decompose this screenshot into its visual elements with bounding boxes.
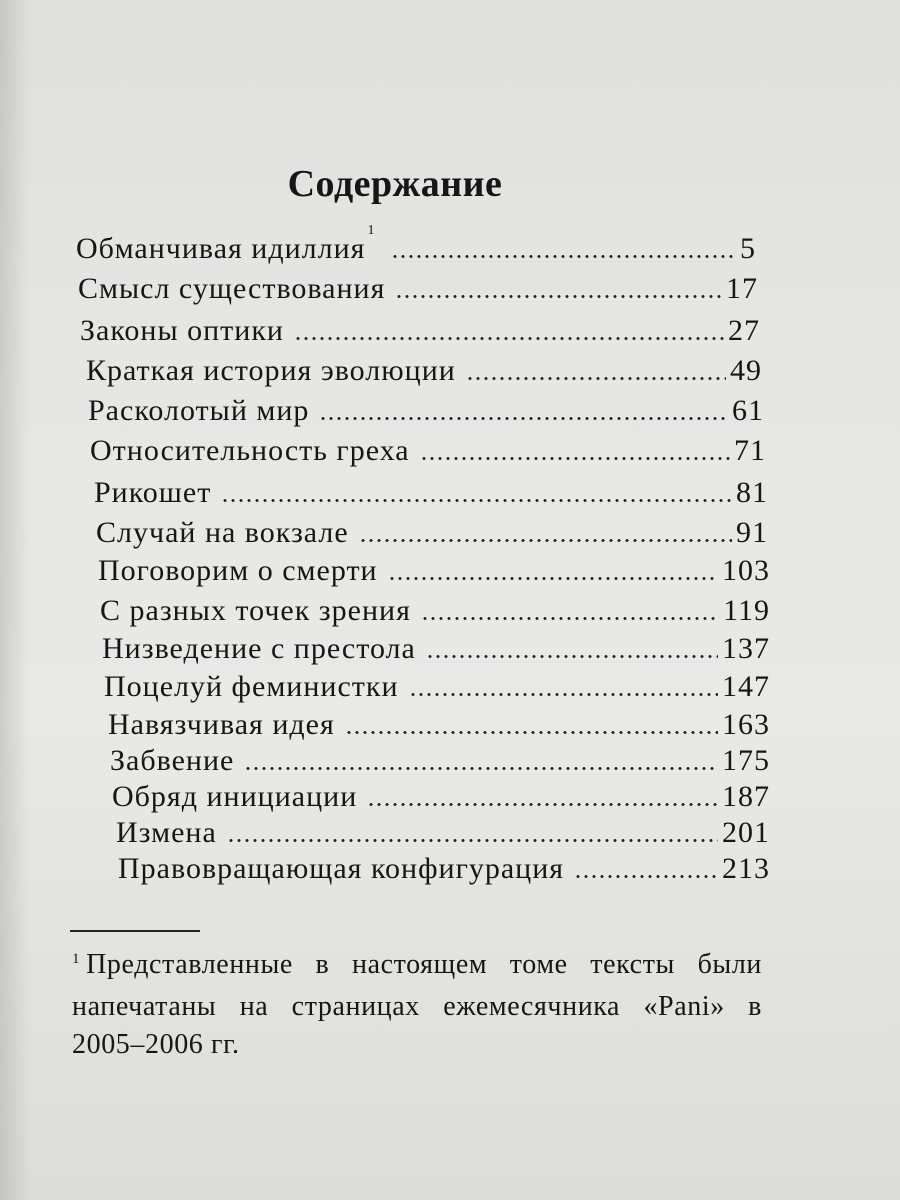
toc-entry-page: 187: [722, 780, 770, 813]
toc-entry-page: 17: [726, 272, 758, 305]
toc-entry-title: Расколотый мир: [88, 394, 310, 427]
toc-leader-dots: [367, 803, 718, 806]
toc-entry-page: 5: [740, 232, 756, 265]
toc-entry: [78, 264, 758, 304]
toc-entry: [110, 736, 770, 776]
toc-entry-title: Обманчивая идиллия: [76, 232, 366, 265]
toc-entry-title: Смысл существования: [78, 272, 386, 305]
toc-entry: [98, 546, 770, 586]
toc-entry: [96, 508, 768, 548]
toc-entry-title: Относительность греха: [90, 434, 410, 467]
footnote-text: Представленные в настоящем томе тексты были напечатаны на страницах ежемесячника «Pani» в 2005–2006 гг.: [72, 949, 762, 1060]
toc-leader-dots: [227, 839, 718, 842]
toc-entry-page: 213: [722, 852, 770, 885]
toc-leader-dots: [466, 377, 726, 380]
toc-entry: [88, 386, 764, 426]
toc-leader-dots: [421, 617, 719, 620]
toc-entry: [116, 808, 770, 848]
toc-leader-dots: [244, 767, 718, 770]
toc-leader-dots: [345, 731, 718, 734]
toc-entry-page: 61: [732, 394, 764, 427]
footnote-marker: 1: [367, 223, 376, 238]
toc-leader-dots: [574, 875, 718, 878]
toc-entry: [86, 346, 762, 386]
toc-entry-title: Низведение с престола: [102, 632, 416, 665]
toc-entry-title: Навязчивая идея: [108, 708, 335, 741]
toc-leader-dots: [409, 693, 718, 696]
toc-entry-page: 71: [734, 434, 766, 467]
toc-leader-dots: [420, 457, 730, 460]
toc-leader-dots: [388, 577, 718, 580]
toc-leader-dots: [391, 255, 736, 258]
toc-entry: [118, 844, 770, 884]
toc-entry: [112, 772, 770, 812]
toc-entry: [100, 586, 770, 626]
footnote-separator: [70, 930, 200, 932]
toc-entry: [108, 700, 770, 740]
toc-leader-dots: [395, 295, 722, 298]
toc-leader-dots: [426, 655, 718, 658]
toc-entry-page: 175: [722, 744, 770, 777]
toc-entry-title: Рикошет: [94, 476, 212, 509]
toc-entry: [90, 426, 766, 466]
toc-leader-dots: [294, 337, 724, 340]
toc-entry: [94, 468, 768, 508]
toc-entry-title: Законы оптики: [80, 314, 284, 347]
toc-entry-title: Обряд инициации: [112, 780, 358, 813]
toc-entry-title: Поцелуй феминистки: [104, 670, 399, 703]
toc-entry-page: 163: [722, 708, 770, 741]
toc-entry-title: Забвение: [110, 744, 235, 777]
toc-entry: [76, 224, 756, 264]
footnote: [72, 946, 762, 1064]
toc-entry-title: С разных точек зрения: [100, 594, 411, 627]
toc-entry: [80, 306, 760, 346]
toc-entry-title: Измена: [116, 816, 217, 849]
footnote-number: 1: [72, 951, 81, 967]
toc-leader-dots: [359, 539, 732, 542]
toc-entry-page: 201: [722, 816, 770, 849]
toc-entry-page: 49: [730, 354, 762, 387]
toc-entry-page: 81: [736, 476, 768, 509]
toc-entry-title: Случай на вокзале: [96, 516, 349, 549]
toc-entry-page: 137: [722, 632, 770, 665]
toc-entry-title: Краткая история эволюции: [86, 354, 456, 387]
toc-entry: [104, 662, 770, 702]
toc-entry: [102, 624, 770, 664]
contents-heading: Содержание: [287, 163, 503, 205]
toc-entry-title: Поговорим о смерти: [98, 554, 378, 587]
toc-entry-page: 119: [723, 594, 770, 627]
toc-leader-dots: [221, 499, 732, 502]
toc-leader-dots: [319, 417, 728, 420]
toc-entry-page: 27: [728, 314, 760, 347]
toc-entry-page: 91: [736, 516, 768, 549]
toc-entry-page: 147: [722, 670, 770, 703]
toc-entry-page: 103: [722, 554, 770, 587]
toc-entry-title: Правовращающая конфигурация: [118, 852, 565, 885]
